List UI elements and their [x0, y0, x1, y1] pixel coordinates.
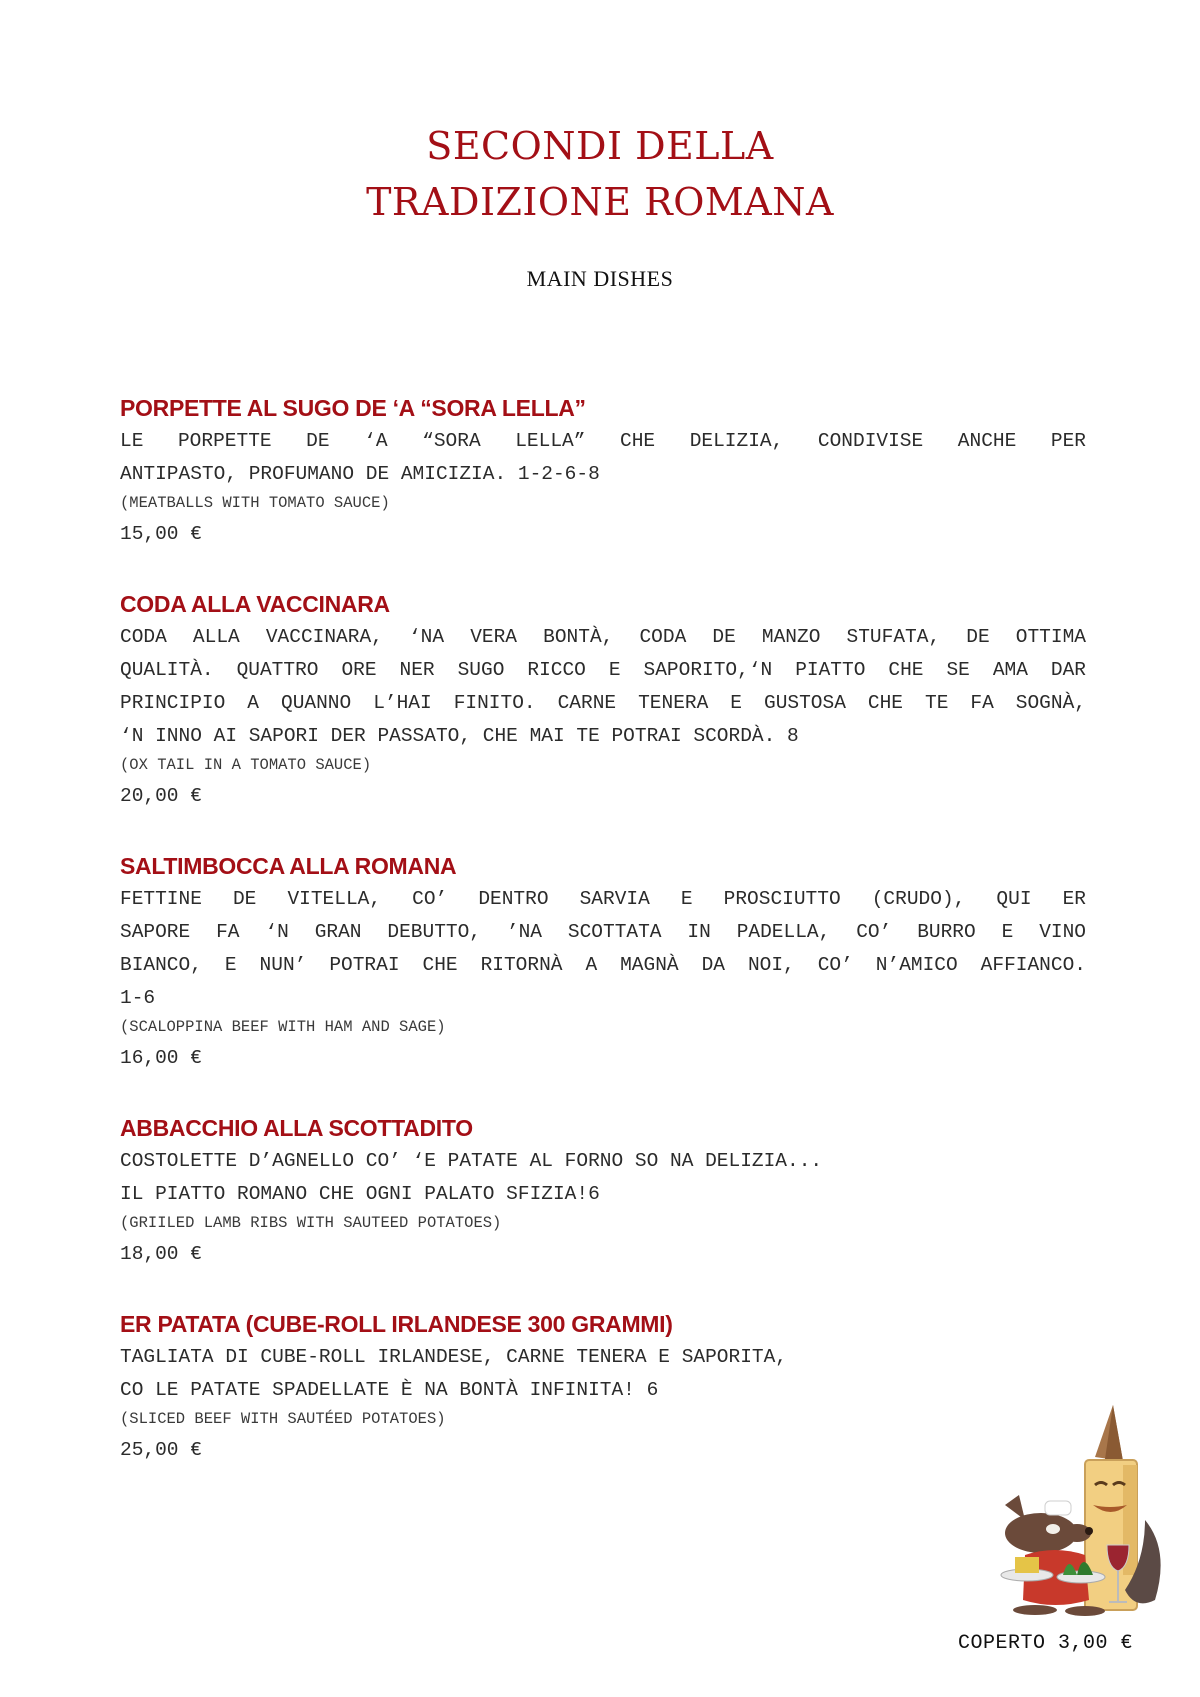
- description-line: ANTIPASTO, PROFUMANO DE AMICIZIA. 1-2-6-8: [120, 463, 600, 485]
- title-line-2: TRADIZIONE ROMANA: [366, 180, 834, 224]
- dish-english-translation: (OX TAIL IN A TOMATO SAUCE): [120, 756, 372, 774]
- cover-charge: COPERTO 3,00 €: [958, 1632, 1134, 1655]
- dish-name: PORPETTE AL SUGO DE ‘A “SORA LELLA”: [120, 395, 586, 421]
- dish-english-translation: (SLICED BEEF WITH SAUTÉED POTATOES): [120, 1410, 446, 1428]
- dish-item: [120, 393, 1086, 553]
- description-line: CODA ALLA VACCINARA, ‘NA VERA BONTÀ, CODA DE MANZO STUFATA, DE OTTIMA: [120, 626, 1086, 648]
- dish-english-translation: (GRIILED LAMB RIBS WITH SAUTEED POTATOES): [120, 1214, 502, 1232]
- page-title: [0, 118, 1200, 230]
- description-line: ‘N INNO AI SAPORI DER PASSATO, CHE MAI TE POTRAI SCORDÀ. 8: [120, 725, 799, 747]
- description-line: CO LE PATATE SPADELLATE È NA BONTÀ INFINITA! 6: [120, 1379, 659, 1401]
- menu-header: [0, 118, 1200, 292]
- dish-description: [120, 1341, 1086, 1407]
- dish-name: CODA ALLA VACCINARA: [120, 591, 390, 617]
- dish-english-translation: (SCALOPPINA BEEF WITH HAM AND SAGE): [120, 1018, 446, 1036]
- dish-description: [120, 621, 1086, 753]
- dish-price: 18,00 €: [120, 1243, 202, 1265]
- dish-price: 15,00 €: [120, 523, 202, 545]
- description-line: IL PIATTO ROMANO CHE OGNI PALATO SFIZIA!6: [120, 1183, 600, 1205]
- dish-list: [120, 393, 1086, 1505]
- description-line: COSTOLETTE D’AGNELLO CO’ ‘E PATATE AL FORNO SO NA DELIZIA...: [120, 1150, 823, 1172]
- title-line-1: SECONDI DELLA: [426, 124, 774, 168]
- dish-name: ABBACCHIO ALLA SCOTTADITO: [120, 1115, 473, 1141]
- dish-item: [120, 1113, 1086, 1273]
- wolf-mascot-icon: [995, 1405, 1165, 1620]
- dish-price: 16,00 €: [120, 1047, 202, 1069]
- dish-description: [120, 1145, 1086, 1211]
- description-line: 1-6: [120, 987, 156, 1009]
- description-line: LE PORPETTE DE ‘A “SORA LELLA” CHE DELIZIA, CONDIVISE ANCHE PER: [120, 430, 1086, 452]
- page-subtitle: MAIN DISHES: [526, 266, 674, 291]
- dish-item: [120, 589, 1086, 815]
- dish-description: [120, 425, 1086, 491]
- dish-item: [120, 851, 1086, 1077]
- description-line: BIANCO, E NUN’ POTRAI CHE RITORNÀ A MAGNÀ DA NOI, CO’ N’AMICO AFFIANCO.: [120, 954, 1086, 976]
- description-line: PRINCIPIO A QUANNO L’HAI FINITO. CARNE TENERA E GUSTOSA CHE TE FA SOGNÀ,: [120, 692, 1086, 714]
- dish-english-translation: (MEATBALLS WITH TOMATO SAUCE): [120, 494, 390, 512]
- description-line: QUALITÀ. QUATTRO ORE NER SUGO RICCO E SAPORITO,‘N PIATTO CHE SE AMA DAR: [120, 659, 1086, 681]
- dish-description: [120, 883, 1086, 1015]
- dish-price: 25,00 €: [120, 1439, 202, 1461]
- dish-name: ER PATATA (CUBE-ROLL IRLANDESE 300 GRAMMI): [120, 1311, 673, 1337]
- dish-name: SALTIMBOCCA ALLA ROMANA: [120, 853, 457, 879]
- description-line: TAGLIATA DI CUBE-ROLL IRLANDESE, CARNE TENERA E SAPORITA,: [120, 1346, 788, 1368]
- dish-price: 20,00 €: [120, 785, 202, 807]
- dish-item: [120, 1309, 1086, 1469]
- description-line: SAPORE FA ‘N GRAN DEBUTTO, ’NA SCOTTATA IN PADELLA, CO’ BURRO E VINO: [120, 921, 1086, 943]
- description-line: FETTINE DE VITELLA, CO’ DENTRO SARVIA E PROSCIUTTO (CRUDO), QUI ER: [120, 888, 1086, 910]
